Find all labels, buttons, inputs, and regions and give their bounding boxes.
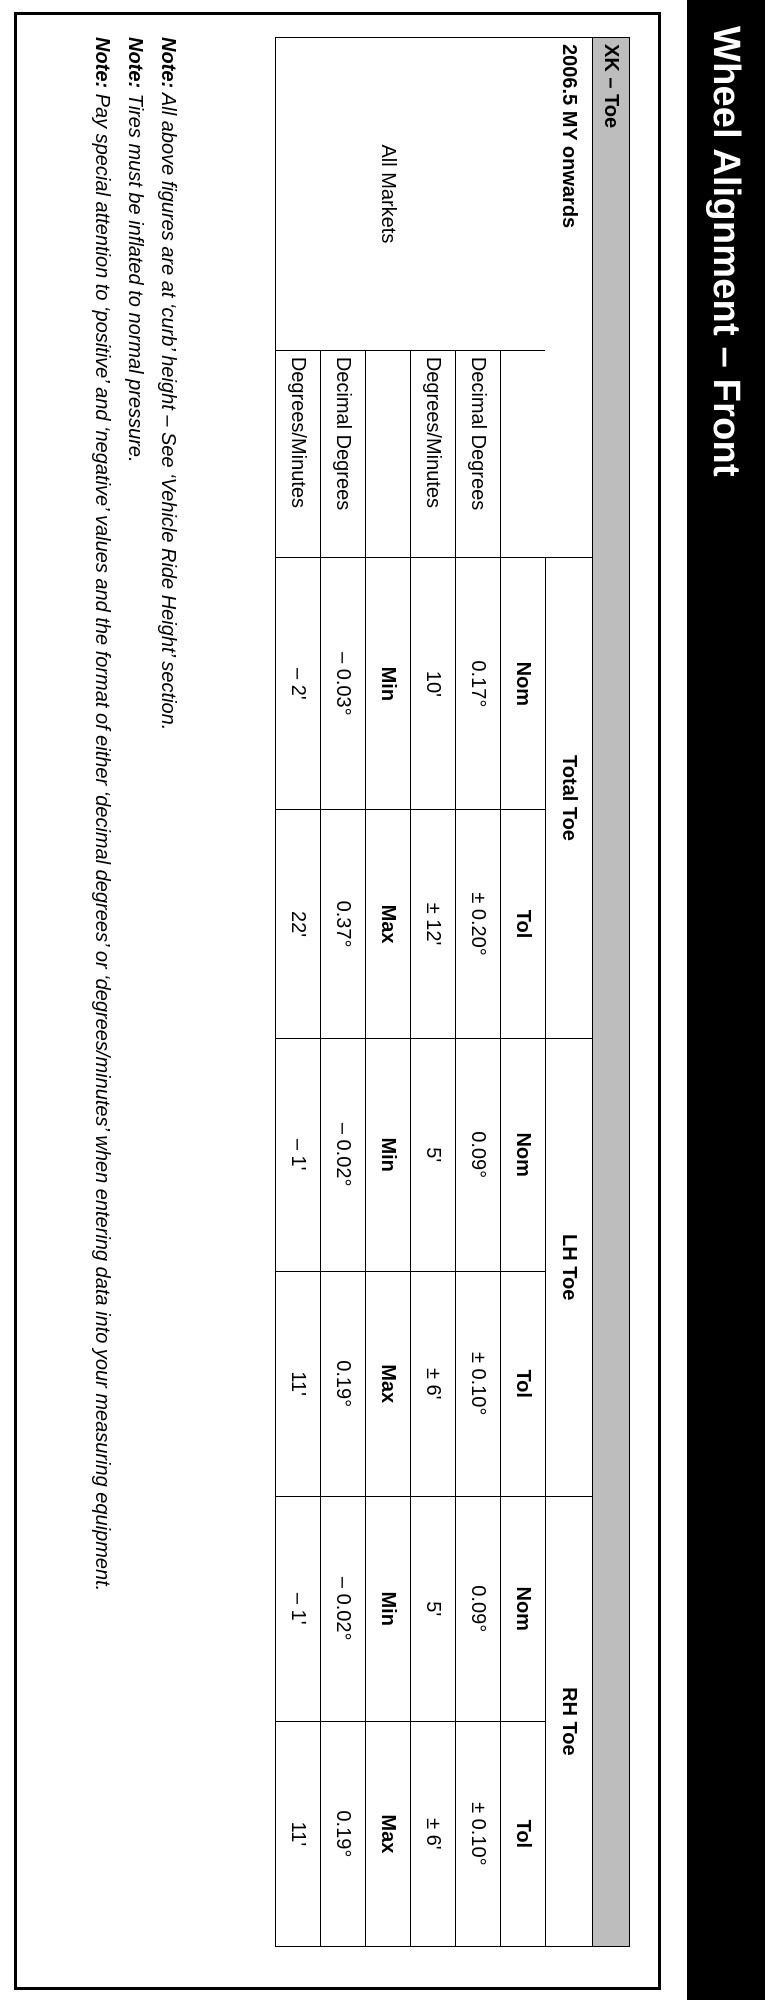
spacer-cell xyxy=(321,38,366,351)
cell-value: – 0.03° xyxy=(321,558,366,810)
cell-value: 0.37° xyxy=(321,810,366,1038)
table-row xyxy=(456,38,501,1947)
table-row xyxy=(411,38,456,1947)
cell-value: ± 6' xyxy=(411,1271,456,1496)
cell-value: – 0.02° xyxy=(321,1496,366,1721)
sub-header-min: Min xyxy=(366,558,411,810)
nom-tol-header-row xyxy=(501,38,546,1947)
page-title: Wheel Alignment – Front xyxy=(687,0,765,2000)
cell-value: – 1' xyxy=(276,1496,321,1721)
cell-value: 0.19° xyxy=(321,1271,366,1496)
table-header: XK – Toe xyxy=(593,38,630,1947)
table-row xyxy=(276,38,321,1947)
content-frame xyxy=(14,12,661,1990)
min-max-header-row xyxy=(366,38,411,1947)
group-rh-toe: RH Toe xyxy=(546,1496,593,1946)
cell-value: 0.19° xyxy=(321,1721,366,1946)
cell-value: 11' xyxy=(276,1721,321,1946)
toe-spec-table xyxy=(275,37,630,1947)
cell-value: – 0.02° xyxy=(321,1038,366,1271)
row-label: Decimal Degrees xyxy=(321,350,366,557)
cell-value: 5' xyxy=(411,1038,456,1271)
table-row xyxy=(321,38,366,1947)
row-label: Degrees/Minutes xyxy=(411,350,456,557)
cell-value: – 1' xyxy=(276,1038,321,1271)
market-label: All Markets xyxy=(366,38,411,351)
cell-value: ± 0.10° xyxy=(456,1271,501,1496)
note-curb-height xyxy=(155,37,180,1947)
group-total-toe: Total Toe xyxy=(546,558,593,1038)
sub-header-min: Min xyxy=(366,1496,411,1721)
cell-value: ± 12' xyxy=(411,810,456,1038)
note-text: Tires must be inflated to normal pressure. xyxy=(124,88,146,463)
model-year: 2006.5 MY onwards xyxy=(546,38,593,558)
cell-value: 11' xyxy=(276,1271,321,1496)
spacer-cell xyxy=(366,350,411,557)
sub-header-tol: Tol xyxy=(501,1721,546,1946)
cell-value: 10' xyxy=(411,558,456,810)
cell-value: 0.09° xyxy=(456,1496,501,1721)
cell-value: 0.09° xyxy=(456,1038,501,1271)
sub-header-min: Min xyxy=(366,1038,411,1271)
note-tire-pressure xyxy=(122,37,147,1947)
sub-header-nom: Nom xyxy=(501,558,546,810)
cell-value: 22' xyxy=(276,810,321,1038)
note-label: Note: xyxy=(91,37,113,89)
note-label: Note: xyxy=(124,37,146,89)
spacer-cell xyxy=(456,38,501,351)
table-header-row xyxy=(593,38,630,1947)
cell-value: 0.17° xyxy=(456,558,501,810)
spacer-cell xyxy=(276,38,321,351)
cell-value: 5' xyxy=(411,1496,456,1721)
note-text: Pay special attention to ‘positive’ and ‘negative’ values and the format of either ‘decimal degrees’ or ‘degrees/minutes’ when entering data into your measuring equipment. xyxy=(91,88,113,1592)
sub-header-nom: Nom xyxy=(501,1038,546,1271)
cell-value: – 2' xyxy=(276,558,321,810)
spacer-cell xyxy=(411,38,456,351)
group-lh-toe: LH Toe xyxy=(546,1038,593,1496)
sub-header-tol: Tol xyxy=(501,810,546,1038)
sub-header-max: Max xyxy=(366,810,411,1038)
spacer-cell xyxy=(501,350,546,557)
cell-value: ± 0.10° xyxy=(456,1721,501,1946)
group-row xyxy=(546,38,593,1947)
sub-header-max: Max xyxy=(366,1721,411,1946)
sub-header-tol: Tol xyxy=(501,1271,546,1496)
note-label: Note: xyxy=(157,37,179,89)
row-label: Degrees/Minutes xyxy=(276,350,321,557)
row-label: Decimal Degrees xyxy=(456,350,501,557)
cell-value: ± 6' xyxy=(411,1721,456,1946)
note-text: All above figures are at ‘curb’ height – See ‘Vehicle Ride Height’ section. xyxy=(157,88,179,731)
sub-header-nom: Nom xyxy=(501,1496,546,1721)
note-measuring-equipment xyxy=(89,37,114,1947)
spacer-cell xyxy=(501,38,546,351)
sub-header-max: Max xyxy=(366,1271,411,1496)
notes-section xyxy=(81,37,180,1947)
cell-value: ± 0.20° xyxy=(456,810,501,1038)
